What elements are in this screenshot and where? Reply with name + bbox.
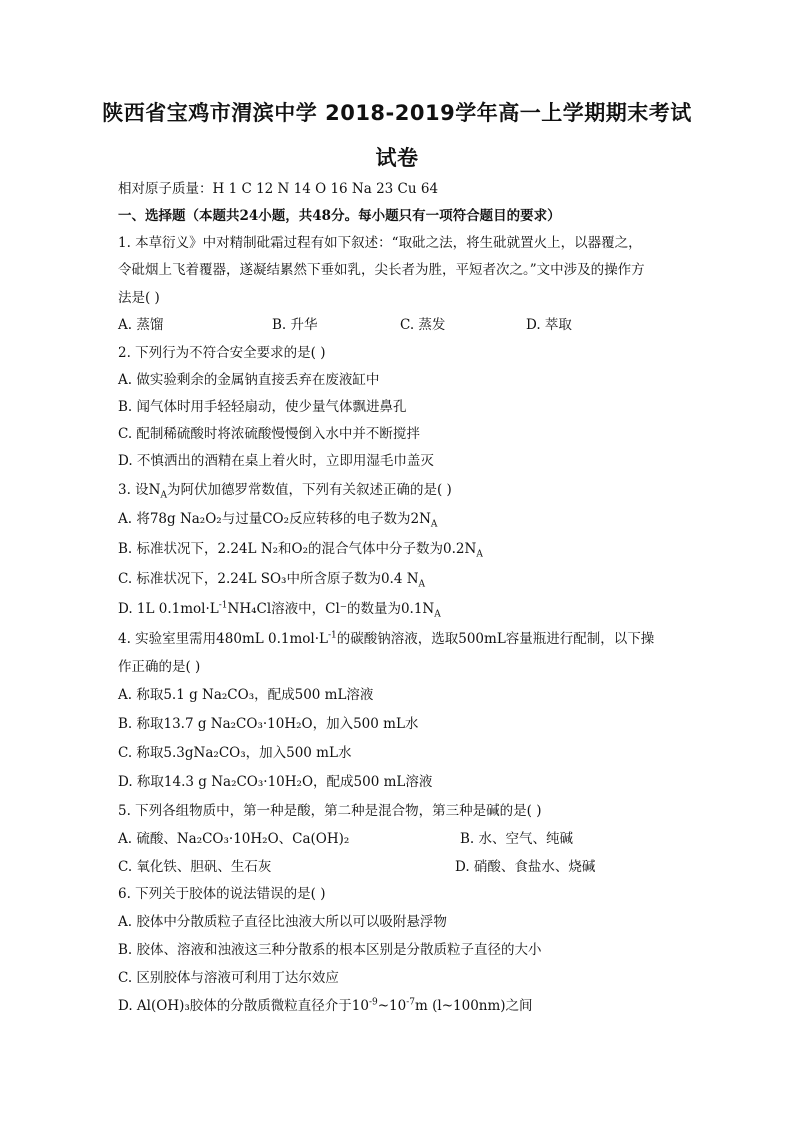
q6-option-c: C. 区别胶体与溶液可利用丁达尔效应 bbox=[118, 970, 339, 986]
q1-option-d: D. 萃取 bbox=[526, 317, 572, 333]
q5-option-d: D. 硝酸、食盐水、烧碱 bbox=[455, 859, 596, 875]
q4-option-c: C. 称取5.3gNa₂CO₃，加入500 mL水 bbox=[118, 745, 352, 761]
q4-option-a: A. 称取5.1 g Na₂CO₃，配成500 mL溶液 bbox=[118, 687, 374, 703]
q3-option-c: C. 标准状况下，2.24L SO₃中所含原子数为0.4 $N_A$ bbox=[118, 571, 426, 590]
q1-line2: 令砒烟上飞着覆器，遂凝结累然下垂如乳，尖长者为胜，平短者次之。”文中涉及的操作方 bbox=[118, 262, 645, 278]
q2-stem: 2. 下列行为不符合安全要求的是( ) bbox=[118, 345, 326, 361]
atomic-masses: 相对原子质量：H 1 C 12 N 14 O 16 Na 23 Cu 64 bbox=[118, 181, 439, 197]
q5-option-c: C. 氧化铁、胆矾、生石灰 bbox=[118, 859, 272, 875]
q3-option-b: B. 标准状况下，2.24L N₂和O₂的混合气体中分子数为$0.2N_A$ bbox=[118, 541, 483, 560]
q6-option-a: A. 胶体中分散质粒子直径比浊液大所以可以吸附悬浮物 bbox=[118, 914, 447, 930]
q6-stem: 6. 下列关于胶体的说法错误的是( ) bbox=[118, 886, 326, 902]
q1-line3: 法是( ) bbox=[118, 290, 160, 306]
q1-option-a: A. 蒸馏 bbox=[118, 317, 164, 333]
q1-option-b: B. 升华 bbox=[272, 317, 318, 333]
q4-option-b: B. 称取13.7 g Na₂CO₃·10H₂O，加入500 mL水 bbox=[118, 716, 419, 732]
q2-option-b: B. 闻气体时用手轻轻扇动，使少量气体飘进鼻孔 bbox=[118, 399, 407, 415]
q4-option-d: D. 称取14.3 g Na₂CO₃·10H₂O，配成500 mL溶液 bbox=[118, 774, 433, 790]
section-heading: 一、选择题（本题共24小题，共48分。每小题只有一项符合题目的要求） bbox=[118, 208, 561, 224]
q3-option-d: D. 1L $0.1mol\cdot L^{-1}NH_4Cl$溶液中，Cl⁻的数量为$0.1N_A$ bbox=[118, 600, 441, 620]
q5-option-a: A. 硫酸、Na₂CO₃·10H₂O、Ca(OH)₂ bbox=[118, 831, 350, 847]
q5-option-b: B. 水、空气、纯碱 bbox=[460, 831, 574, 847]
q2-option-a: A. 做实验剩余的金属钠直接丢弃在废液缸中 bbox=[118, 372, 380, 388]
q2-option-c: C. 配制稀硫酸时将浓硫酸慢慢倒入水中并不断搅拌 bbox=[118, 426, 420, 442]
q3-stem: 3. 设$N_A$为阿伏加德罗常数值，下列有关叙述正确的是( ) bbox=[118, 482, 452, 501]
page-title-continued: 试卷 bbox=[375, 146, 419, 170]
q5-stem: 5. 下列各组物质中，第一种是酸，第二种是混合物，第三种是碱的是( ) bbox=[118, 803, 542, 819]
q4-line1: 4. 实验室里需用480mL $0.1mol\cdot L^{-1}$的碳酸钠溶液，选取500mL容量瓶进行配制，以下操 bbox=[118, 630, 655, 647]
q6-option-b: B. 胶体、溶液和浊液这三种分散系的根本区别是分散质粒子直径的大小 bbox=[118, 942, 542, 958]
q3-option-a: A. 将78g Na₂O₂与过量CO₂反应转移的电子数为$2N_A$ bbox=[118, 511, 438, 530]
page-title: 陕西省宝鸡市渭滨中学 2018-2019学年高一上学期期末考试 bbox=[102, 101, 692, 125]
q4-line2: 作正确的是( ) bbox=[118, 659, 201, 675]
q2-option-d: D. 不慎洒出的酒精在桌上着火时，立即用湿毛巾盖灭 bbox=[118, 453, 434, 469]
q1-option-c: C. 蒸发 bbox=[400, 317, 446, 333]
q1-line1: 1. 本草衍义》中对精制砒霜过程有如下叙述：“取砒之法，将生砒就置火上，以器覆之， bbox=[118, 235, 642, 251]
q6-option-d: D. Al(OH)₃胶体的分散质微粒直径介于$10^{-9}\sim 10^{-7}m$ (l~100nm)之间 bbox=[118, 997, 533, 1014]
